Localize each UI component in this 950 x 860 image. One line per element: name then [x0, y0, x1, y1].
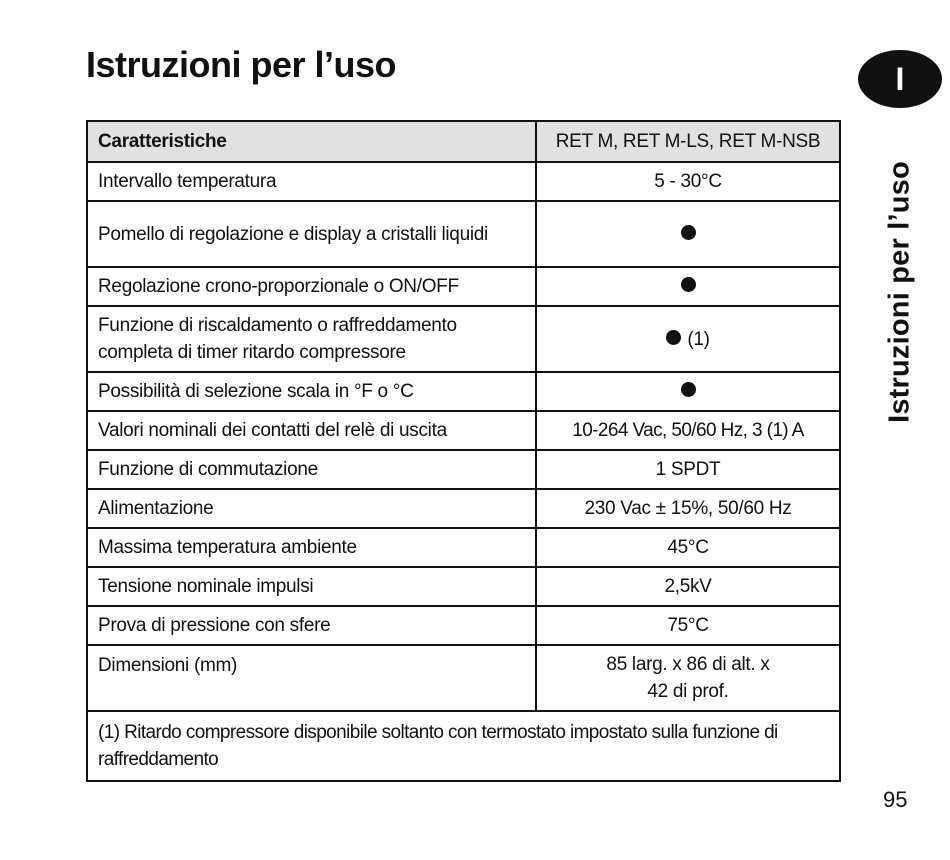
bullet-icon [681, 382, 696, 397]
table-row [87, 606, 840, 645]
feature-cell: Dimensioni (mm) [87, 645, 536, 711]
value-cell [536, 306, 840, 372]
table-row [87, 528, 840, 567]
value-cell: 10-264 Vac, 50/60 Hz, 3 (1) A [536, 411, 840, 450]
feature-cell: Massima temperatura ambiente [87, 528, 536, 567]
feature-cell: Funzione di riscaldamento o raffreddamento completa di timer ritardo compressore [87, 306, 536, 372]
value-cell [536, 645, 840, 711]
feature-cell: Regolazione crono-proporzionale o ON/OFF [87, 267, 536, 306]
language-badge-label: I [895, 60, 905, 97]
table-row [87, 411, 840, 450]
table-row [87, 450, 840, 489]
table-row [87, 267, 840, 306]
footnote-reference: (1) [687, 328, 710, 350]
feature-cell: Valori nominali dei contatti del relè di uscita [87, 411, 536, 450]
value-cell: 230 Vac ± 15%, 50/60 Hz [536, 489, 840, 528]
feature-cell: Intervallo temperatura [87, 162, 536, 201]
page-title: Istruzioni per l’uso [86, 44, 397, 85]
value-cell: 45°C [536, 528, 840, 567]
feature-cell: Funzione di commutazione [87, 450, 536, 489]
page-number: 95 [883, 787, 908, 812]
bullet-icon [681, 277, 696, 292]
table-row [87, 201, 840, 267]
value-cell: 2,5kV [536, 567, 840, 606]
value-cell: 75°C [536, 606, 840, 645]
value-cell [536, 267, 840, 306]
language-badge [858, 50, 942, 108]
bullet-icon [681, 225, 696, 240]
footnote-row [87, 711, 840, 781]
feature-cell: Alimentazione [87, 489, 536, 528]
value-cell: 5 - 30°C [536, 162, 840, 201]
feature-cell: Possibilità di selezione scala in °F o °C [87, 372, 536, 411]
table-row [87, 372, 840, 411]
feature-cell: Pomello di regolazione e display a cristalli liquidi [87, 201, 536, 267]
table-row [87, 567, 840, 606]
dimensions-line-1: 85 larg. x 86 di alt. x [606, 654, 770, 675]
header-models: RET M, RET M-LS, RET M-NSB [536, 121, 840, 162]
table-header-row [87, 121, 840, 162]
specifications-table [86, 120, 841, 782]
table-row [87, 162, 840, 201]
feature-cell: Tensione nominale impulsi [87, 567, 536, 606]
dimensions-line-2: 42 di prof. [647, 681, 729, 702]
table-row [87, 645, 840, 711]
value-cell: 1 SPDT [536, 450, 840, 489]
side-title: Istruzioni per l’uso [883, 161, 916, 423]
table-row [87, 306, 840, 372]
footnote-text: (1) Ritardo compressore disponibile soltanto con termostato impostato sulla funzione di raffreddamento [87, 711, 840, 781]
bullet-icon [666, 330, 681, 345]
header-feature: Caratteristiche [87, 121, 536, 162]
feature-cell: Prova di pressione con sfere [87, 606, 536, 645]
value-cell [536, 372, 840, 411]
value-cell [536, 201, 840, 267]
table-row [87, 489, 840, 528]
